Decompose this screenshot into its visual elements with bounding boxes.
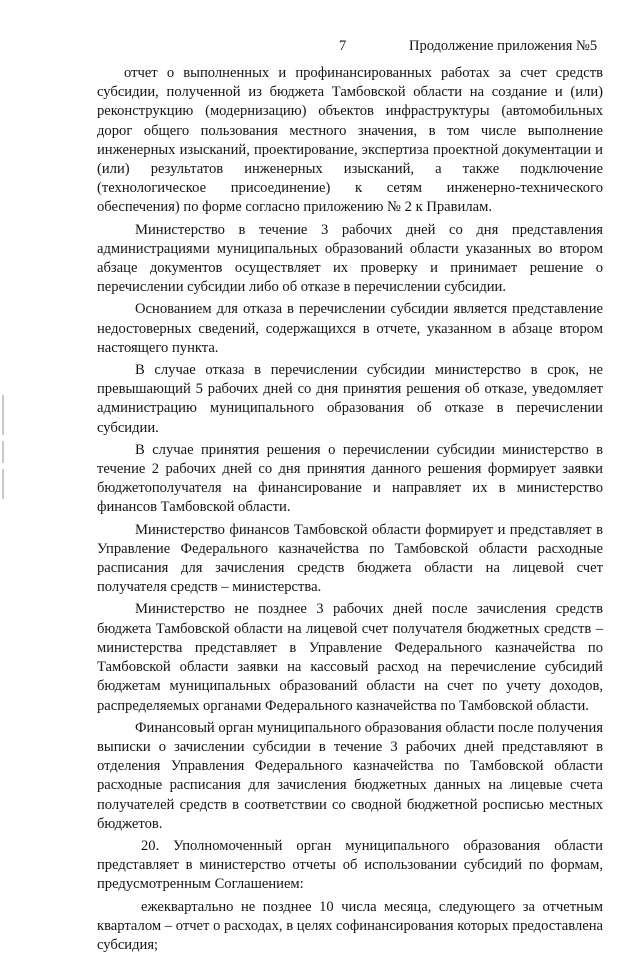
paragraph-report-form: отчет о выполненных и профинансированных работах за счет средств субсидии, полученной из бюджета Тамбовской области на создание и (или) реконструкцию (модернизацию) объектов инфраструктуры (автомобильных дорог общего пользования местного значения, в том числе выполнение инженерных изысканий, проектирование, экспертиза проектной документации и (или) результатов инженерных изысканий, а также подключение (технологическое присоединение) к сетям инженерно-технического обеспечения) по форме согласно приложению № 2 к Правилам. <box>97 65 603 216</box>
paragraph-quarterly-report: ежеквартально не позднее 10 числа месяца, следующего за отчетным кварталом – отчет о расходах, в целях софинансирования которых предоставлена субсидия; <box>97 898 603 953</box>
paragraph-refusal-grounds: Основанием для отказа в перечислении субсидии является представление недостоверных сведений, содержащихся в отчете, указанном в абзаце втором настоящего пункта. <box>97 301 603 356</box>
document-body <box>97 64 603 958</box>
page-number: 7 <box>339 38 347 54</box>
paragraph-item-20: 20. Уполномоченный орган муниципального образования области представляет в министерство отчеты об использовании субсидий по формам, предусмотренным Соглашением: <box>97 837 603 893</box>
paragraph-cash-expense-requests: Министерство не позднее 3 рабочих дней после зачисления средств бюджета Тамбовской области на лицевой счет получателя бюджетных средств – министерства представляет в Управление Федерального казначейства по Тамбовской области заявки на кассовый расход на перечисление субсидий бюджетам муниципальных образований области на счет по учету доходов, распределяемых органами Федерального казначейства по Тамбовской области. <box>97 601 603 714</box>
margin-scan-marks <box>2 395 10 555</box>
appendix-continuation-header: Продолжение приложения №5 <box>409 38 598 54</box>
paragraph-finance-ministry: Министерство финансов Тамбовской области формирует и представляет в Управление Федерального казначейства по Тамбовской области расходные расписания для зачисления средств бюджета области на лицевой счет получателя средств – министерства. <box>97 521 603 596</box>
paragraph-refusal-notice: В случае отказа в перечислении субсидии министерство в срок, не превышающий 5 рабочих дней со дня принятия решения об отказе, уведомляет администрацию муниципального образования об отказе в перечислении субсидии. <box>97 362 603 436</box>
paragraph-municipal-finance-body: Финансовый орган муниципального образования области после получения выписки о зачислении субсидии в течение 3 рабочих дней представляют в отделения Управления Федерального казначейства по Тамбовской области расходные расписания для зачисления бюджетных данных на лицевые счета получателей средств в соответствии со сводной бюджетной росписью местных бюджетов. <box>97 719 603 832</box>
paragraph-transfer-decision: В случае принятия решения о перечислении субсидии министерство в течение 2 рабочих дней со дня принятия данного решения формирует заявки бюджетополучателя на финансирование и направляет их в министерство финансов Тамбовской области. <box>97 441 603 516</box>
paragraph-ministry-review: Министерство в течение 3 рабочих дней со дня представления администрациями муниципальных образований области указанных во втором абзаце документов осуществляет их проверку и принимает решение о перечислении субсидии либо об отказе в перечислении субсидии. <box>97 221 603 296</box>
